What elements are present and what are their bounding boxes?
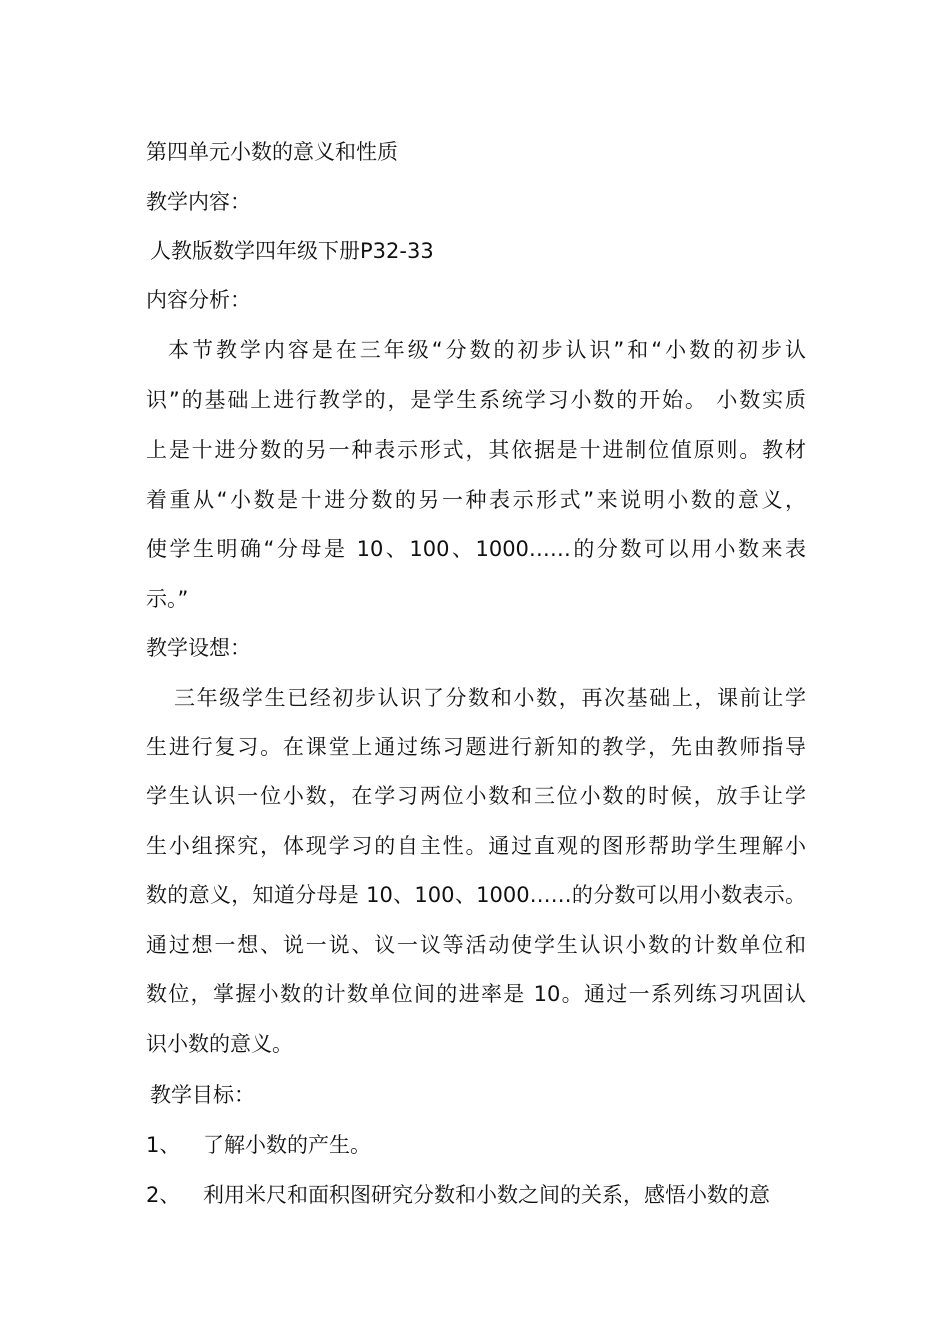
analysis-line: 示。” [146, 587, 189, 611]
idea-line: 数的意义，知道分母是 10、100、1000……的分数可以用小数表示。 [146, 883, 806, 907]
idea-line: 生进行复习。在课堂上通过练习题进行新知的教学，先由教师指导 [146, 735, 806, 759]
heading-teaching-content: 教学内容： [146, 190, 251, 214]
analysis-line: 使学生明确“分母是 10、100、1000……的分数可以用小数来表 [146, 537, 806, 561]
heading-teaching-idea: 教学设想： [146, 636, 251, 660]
analysis-line: 本节教学内容是在三年级“分数的初步认识”和“小数的初步认 [168, 338, 806, 362]
idea-line: 通过想一想、说一说、议一议等活动使学生认识小数的计数单位和 [146, 933, 806, 957]
goal-text: 了解小数的产生。 [203, 1133, 371, 1157]
goal-number: 1、 [146, 1133, 181, 1157]
analysis-line: 着重从“小数是十进分数的另一种表示形式”来说明小数的意义， [146, 488, 806, 512]
heading-teaching-goals: 教学目标： [150, 1083, 255, 1107]
analysis-line: 上是十进分数的另一种表示形式，其依据是十进制位值原则。教材 [146, 438, 806, 462]
idea-line: 识小数的意义。 [146, 1032, 293, 1056]
idea-line: 数位，掌握小数的计数单位间的进率是 10。通过一系列练习巩固认 [146, 982, 806, 1006]
idea-line: 生小组探究，体现学习的自主性。通过直观的图形帮助学生理解小 [146, 834, 806, 858]
document-title: 第四单元小数的意义和性质 [146, 140, 398, 164]
idea-line: 学生认识一位小数，在学习两位小数和三位小数的时候，放手让学 [146, 784, 806, 808]
heading-content-analysis: 内容分析： [146, 288, 251, 312]
idea-line: 三年级学生已经初步认识了分数和小数，再次基础上，课前让学 [174, 686, 806, 710]
teaching-content-text: 人教版数学四年级下册P32-33 [150, 239, 434, 263]
analysis-line: 识”的基础上进行教学的，是学生系统学习小数的开始。 小数实质 [146, 388, 806, 412]
goal-number: 2、 [146, 1183, 181, 1207]
goal-text: 利用米尺和面积图研究分数和小数之间的关系，感悟小数的意 [203, 1183, 770, 1207]
